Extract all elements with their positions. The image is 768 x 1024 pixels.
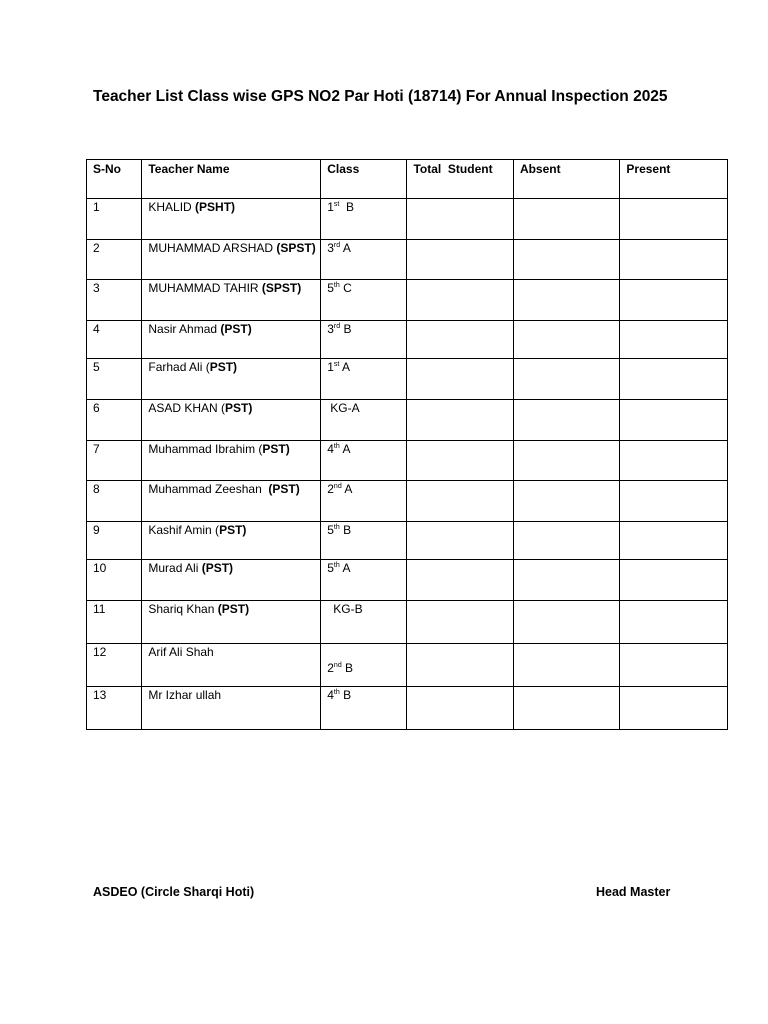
header-present: Present: [620, 160, 728, 199]
header-absent: Absent: [513, 160, 619, 199]
teacher-name: Shariq Khan: [148, 602, 218, 616]
class-ordinal-suffix: th: [333, 282, 340, 289]
cell-sno: 2: [87, 240, 142, 280]
cell-class: [321, 441, 407, 481]
header-teacher-name: Teacher Name: [142, 160, 321, 199]
class-section: A: [340, 241, 351, 255]
class-number: 3: [327, 322, 334, 336]
cell-class: [321, 400, 407, 441]
cell-absent: [513, 522, 619, 560]
class-section: A: [341, 482, 353, 496]
cell-sno: 5: [87, 359, 142, 400]
table-row: [87, 321, 728, 359]
cell-present: [620, 321, 728, 359]
table-row: [87, 560, 728, 601]
table-row: [87, 280, 728, 321]
teacher-name: MUHAMMAD TAHIR: [148, 281, 262, 295]
teacher-grade: (PST): [268, 482, 300, 496]
cell-present: [620, 522, 728, 560]
teacher-name: Muhammad Ibrahim (: [148, 442, 263, 456]
cell-absent: [513, 560, 619, 601]
cell-class: [321, 687, 407, 730]
cell-teacher-name: [142, 240, 321, 280]
cell-teacher-name: [142, 644, 321, 687]
class-ordinal-suffix: st: [333, 201, 340, 208]
table-row: [87, 481, 728, 522]
teacher-name: Mr Izhar ullah: [148, 688, 222, 702]
class-section: B: [339, 200, 355, 214]
cell-absent: [513, 481, 619, 522]
teacher-name: Nasir Ahmad: [148, 322, 221, 336]
class-section: B: [340, 322, 352, 336]
class-section: B: [339, 523, 352, 537]
cell-sno: 13: [87, 687, 142, 730]
cell-present: [620, 441, 728, 481]
cell-present: [620, 199, 728, 240]
cell-total-student: [407, 644, 513, 687]
cell-present: [620, 481, 728, 522]
cell-class: [321, 644, 407, 687]
cell-teacher-name: [142, 481, 321, 522]
cell-total-student: [407, 240, 513, 280]
cell-total-student: [407, 359, 513, 400]
teacher-grade: PST): [219, 523, 247, 537]
cell-class: [321, 560, 407, 601]
cell-teacher-name: [142, 560, 321, 601]
cell-teacher-name: [142, 522, 321, 560]
table-row: [87, 644, 728, 687]
teacher-name: KHALID: [148, 200, 196, 214]
cell-class: [321, 481, 407, 522]
class-ordinal-suffix: th: [333, 689, 340, 696]
cell-absent: [513, 359, 619, 400]
cell-absent: [513, 441, 619, 481]
cell-class: [321, 359, 407, 400]
cell-class: [321, 522, 407, 560]
cell-total-student: [407, 280, 513, 321]
cell-total-student: [407, 601, 513, 644]
footer-head-master: Head Master: [596, 885, 671, 899]
class-section: KG-B: [333, 602, 363, 616]
class-ordinal-suffix: th: [333, 443, 340, 450]
teacher-name: Arif Ali Shah: [148, 645, 214, 659]
cell-teacher-name: [142, 321, 321, 359]
teacher-grade: PST): [209, 360, 238, 374]
teacher-grade: PST): [262, 442, 290, 456]
cell-absent: [513, 321, 619, 359]
teacher-grade: PST): [225, 401, 253, 415]
teacher-name: Kashif Amin (: [148, 523, 220, 537]
cell-absent: [513, 400, 619, 441]
teacher-name: ASAD KHAN (: [148, 401, 226, 415]
cell-total-student: [407, 481, 513, 522]
cell-sno: 4: [87, 321, 142, 359]
teacher-grade: (PSHT): [195, 200, 236, 214]
cell-sno: 12: [87, 644, 142, 687]
teacher-name: Murad Ali: [148, 561, 202, 575]
teacher-grade: (PST): [220, 322, 252, 336]
cell-sno: 1: [87, 199, 142, 240]
cell-total-student: [407, 199, 513, 240]
cell-total-student: [407, 441, 513, 481]
cell-teacher-name: [142, 199, 321, 240]
class-section: B: [339, 688, 352, 702]
header-class: Class: [321, 160, 407, 199]
cell-absent: [513, 601, 619, 644]
cell-absent: [513, 280, 619, 321]
table-row: [87, 199, 728, 240]
cell-class: [321, 240, 407, 280]
teacher-name: Muhammad Zeeshan: [148, 482, 269, 496]
class-ordinal-suffix: rd: [333, 323, 341, 330]
cell-class: [321, 199, 407, 240]
class-ordinal-suffix: th: [333, 562, 340, 569]
class-section: A: [339, 360, 351, 374]
class-section: KG-A: [330, 401, 360, 415]
table-row: [87, 601, 728, 644]
table-row: [87, 240, 728, 280]
table-row: [87, 522, 728, 560]
class-ordinal-suffix: nd: [333, 483, 342, 490]
teacher-name: Farhad Ali (: [148, 360, 210, 374]
cell-teacher-name: [142, 601, 321, 644]
cell-class: [321, 601, 407, 644]
cell-class: [321, 321, 407, 359]
cell-sno: 9: [87, 522, 142, 560]
page-title: Teacher List Class wise GPS NO2 Par Hoti (18714) For Annual Inspection 2025: [93, 88, 668, 105]
table-row: [87, 400, 728, 441]
class-ordinal-suffix: th: [333, 524, 340, 531]
class-ordinal-suffix: nd: [333, 662, 342, 669]
class-section: B: [341, 661, 354, 675]
cell-present: [620, 240, 728, 280]
class-section: A: [339, 442, 351, 456]
class-number: 5: [327, 523, 334, 537]
class-number: 1: [327, 200, 334, 214]
cell-present: [620, 687, 728, 730]
cell-absent: [513, 199, 619, 240]
table-row: [87, 687, 728, 730]
cell-total-student: [407, 321, 513, 359]
cell-present: [620, 601, 728, 644]
cell-present: [620, 560, 728, 601]
class-section: A: [339, 561, 351, 575]
cell-present: [620, 400, 728, 441]
cell-absent: [513, 240, 619, 280]
cell-total-student: [407, 687, 513, 730]
teacher-table: [86, 159, 728, 730]
class-ordinal-suffix: st: [333, 361, 340, 368]
teacher-grade: (SPST): [276, 241, 316, 255]
cell-teacher-name: [142, 441, 321, 481]
header-sno: S-No: [87, 160, 142, 199]
cell-class: [321, 280, 407, 321]
cell-total-student: [407, 400, 513, 441]
cell-present: [620, 644, 728, 687]
cell-total-student: [407, 522, 513, 560]
cell-present: [620, 280, 728, 321]
class-number: 4: [327, 442, 334, 456]
cell-sno: 11: [87, 601, 142, 644]
footer-asdeo: ASDEO (Circle Sharqi Hoti): [93, 885, 255, 899]
class-number: 5: [327, 561, 334, 575]
class-number: 5: [327, 281, 334, 295]
table-row: [87, 359, 728, 400]
cell-sno: 7: [87, 441, 142, 481]
table-row: [87, 441, 728, 481]
header-total-student: Total Student: [407, 160, 513, 199]
cell-teacher-name: [142, 280, 321, 321]
class-ordinal-suffix: rd: [333, 242, 341, 249]
teacher-name: MUHAMMAD ARSHAD: [148, 241, 277, 255]
cell-sno: 3: [87, 280, 142, 321]
cell-teacher-name: [142, 687, 321, 730]
cell-absent: [513, 687, 619, 730]
teacher-grade: (PST): [217, 602, 250, 616]
class-number: 1: [327, 360, 334, 374]
teacher-grade: (SPST): [261, 281, 302, 295]
table-header-row: [87, 160, 728, 199]
class-section: C: [339, 281, 352, 295]
cell-absent: [513, 644, 619, 687]
teacher-grade: (PST): [201, 561, 234, 575]
class-number: 2: [327, 482, 334, 496]
class-number: 2: [327, 661, 334, 675]
cell-sno: 8: [87, 481, 142, 522]
cell-present: [620, 359, 728, 400]
cell-teacher-name: [142, 400, 321, 441]
cell-teacher-name: [142, 359, 321, 400]
cell-total-student: [407, 560, 513, 601]
cell-sno: 10: [87, 560, 142, 601]
class-number: 3: [327, 241, 334, 255]
cell-sno: 6: [87, 400, 142, 441]
class-number: 4: [327, 688, 334, 702]
